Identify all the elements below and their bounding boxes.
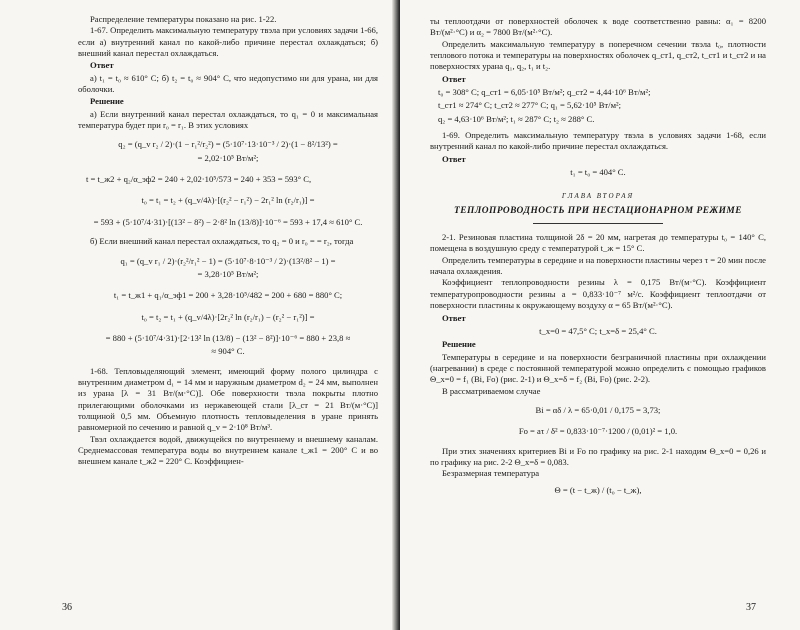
answer-1-69: t₁ = t₀ = 404° С. <box>570 167 626 178</box>
equation-t1: t₁ = t_ж1 + q₁/α_эф1 = 200 + 3,28·10⁵/482 = 200 + 680 = 880° С; <box>113 290 343 301</box>
left-page-content <box>78 14 378 468</box>
equation-theta: Θ = (t − t_ж) / (t₀ − t_ж), <box>554 484 642 495</box>
equation-q1: q₁ = (q_v r₁ / 2)·(r₂²/r₁² − 1) = (5·10⁷·8·10⁻³ / 2)·(13²/8² − 1) = <box>120 255 336 266</box>
solution-a-text: а) Если внутренний канал перестал охлаждаться, то q₁ = 0 и максимальная температура будет при r₀ = r₁. В этих условиях <box>78 108 378 131</box>
solution-2-1-dimless: Безразмерная температура <box>442 468 540 479</box>
solution-b-text: б) Если внешний канал перестал охлаждаться, то q₂ = 0 и r₀ = = r₂, тогда <box>90 236 354 247</box>
solution-2-1-graph: При этих значениях критериев Bi и Fo по графику на рис. 2-1 находим Θ_x=0 = 0,26 и по графику на рис. 2-2 Θ_x=δ = 0,083. <box>430 445 766 467</box>
equation-q2: q₂ = (q_v r₂ / 2)·(1 − r₁²/r₂²) = (5·10⁷·13·10⁻³ / 2)·(1 − 8²/13²) = <box>118 139 338 150</box>
chapter-label: ГЛАВА ВТОРАЯ <box>561 192 635 201</box>
equation-q1-result: = 3,28·10⁵ Вт/м²; <box>197 268 259 279</box>
answer-1-68-line2: t_ст1 ≈ 274° С; t_ст2 ≈ 277° С; q₁ = 5,62·10⁵ Вт/м²; <box>438 100 621 111</box>
answer-2-1: t_x=0 = 47,5° С; t_x=δ = 25,4° С. <box>539 325 657 336</box>
answer-1-68-line1: t₀ = 308° С; q_ст1 = 6,05·10⁵ Вт/м²; q_ст2 = 4,44·10⁶ Вт/м²; <box>438 87 651 98</box>
page-number-left: 36 <box>62 601 72 613</box>
problem-1-68-cont: Твэл охлаждается водой, движущейся по внутреннему и внешнему каналам. Среднемассовая температура воды во внутреннем канале t_ж1 = 200° С и во внешнем канале t_ж2 = 220° С. Коэффициен- <box>78 433 378 467</box>
right-page <box>400 0 800 630</box>
equation-t0-b: t₀ = t₂ = t₁ + (q_v/4λ)·[2r₂² ln (r₂/r₁) − (r₂² − r₁²)] = <box>141 311 315 322</box>
chapter-title: ТЕПЛОПРОВОДНОСТЬ ПРИ НЕСТАЦИОНАРНОМ РЕЖИМЕ <box>454 205 742 216</box>
answer-1-67: а) t₁ = t₀ ≈ 610° С; б) t₂ = t₀ ≈ 904° С, что недопустимо ни для урана, ни для оболочки. <box>78 72 378 95</box>
page-number-right: 37 <box>746 601 756 613</box>
problem-1-68-continued: ты теплоотдачи от поверхностей оболочек к воде соответственно равны: α₁ = 8200 Вт/(м²·°С) и α₂ = 7800 Вт/(м²·°С). <box>430 16 766 38</box>
solution-heading-2-1: Решение <box>442 339 476 350</box>
right-page-content <box>430 16 766 498</box>
left-page <box>0 0 398 630</box>
problem-2-1: 2-1. Резиновая пластина толщиной 2δ = 20 мм, нагретая до температуры t₀ = 140° С, помещена в воздушную среду с температурой t_ж = 15° С. <box>430 232 766 254</box>
solution-2-1-case: В рассматриваемом случае <box>442 385 541 396</box>
problem-1-69: 1-69. Определить максимальную температуру твэла в условиях задачи 1-68, если внутренний канал по какой-либо причине перестал охлаждаться. <box>430 130 766 152</box>
chapter-rule <box>533 223 663 224</box>
equation-t: t = t_ж2 + q₂/α_эф2 = 240 + 2,02·10⁵/573 = 240 + 353 = 593° С, <box>86 174 312 185</box>
answer-heading-2-1: Ответ <box>442 312 466 323</box>
equation-bi: Bi = αδ / λ = 65·0,01 / 0,175 = 3,73; <box>535 404 661 415</box>
answer-heading-1-69: Ответ <box>442 153 466 164</box>
solution-heading: Решение <box>90 96 124 107</box>
answer-heading: Ответ <box>90 60 114 71</box>
equation-t0-a: t₀ = t₁ = t₂ + (q_v/4λ)·[(r₂² − r₁²) − 2r₁² ln (r₂/r₁)] = <box>141 195 315 206</box>
equation-t0-a-result: = 593 + (5·10⁷/4·31)·[(13² − 8²) − 2·8² ln (13/8)]·10⁻⁶ = 593 + 17,4 ≈ 610° С. <box>93 216 363 227</box>
solution-2-1-text: Температуры в середине и на поверхности безграничной пластины при охлаждении (нагревании) в среде с постоянной температурой можно определить с помощью графиков Θ_x=0 = f₁ (Bi, Fo) (рис. 2-1) и Θ_x=δ = f₂ (Bi, Fo) (рис. 2-2). <box>430 351 766 385</box>
problem-2-1-coefficients: Коэффициент теплопроводности резины λ = 0,175 Вт/(м·°С). Коэффициент температуропроводности резины a = 0,833·10⁻⁷ м²/с. Коэффициент теплоотдачи от поверхности пластины к окружающему воздуху α = 65 Вт/(м²·°С). <box>430 277 766 311</box>
problem-1-68: 1-68. Тепловыделяющий элемент, имеющий форму полого цилиндра с внутренним диаметром d₁ = 14 мм и наружным диаметром d₂ = 24 мм, выполнен из урана [λ = 31 Вт/(м·°С)]. Обе поверхности твэла покрыты плотно прилегающими оболочками из нержавеющей стали [λ_ст = 21 Вт/(м·°С)] толщиной 0,5 мм. Объемную плотность тепловыделения в уране принять равномерной по сечению и равной q_v = 2·10⁸ Вт/м³. <box>78 365 378 433</box>
problem-1-67: 1-67. Определить максимальную температуру твэла при условиях задачи 1-66, если а) внутренний канал по какой-либо причине перестал охлаждаться; б) внешний канал перестал охлаждаться. <box>78 25 378 59</box>
problem-1-68-task: Определить максимальную температуру в поперечном сечении твэла t₀, плотности теплового потока и температуры на поверхностях оболочек q_ст1, q_ст2, t_ст1 и t_ст2 и на поверхностях урана q₁, q₂, t₁ и t₂. <box>430 38 766 72</box>
intro-line: Распределение температуры показано на рис. 1-22. <box>90 14 277 24</box>
equation-t0-b-final: ≈ 904° С. <box>211 346 245 357</box>
answer-1-68-line3: q₂ = 4,63·10⁶ Вт/м²; t₁ ≈ 287° С; t₂ ≈ 288° С. <box>438 113 595 124</box>
equation-q2-result: = 2,02·10⁵ Вт/м²; <box>197 152 259 163</box>
equation-t0-b-result: = 880 + (5·10⁷/4·31)·[2·13² ln (13/8) − (13² − 8²)]·10⁻⁶ = 880 + 23,8 ≈ <box>105 332 351 343</box>
answer-heading-1-68: Ответ <box>442 73 466 84</box>
equation-fo: Fo = aτ / δ² = 0,833·10⁻⁷·1200 / (0,01)² = 1,0. <box>518 426 678 437</box>
problem-2-1-task: Определить температуры в середине и на поверхности пластины через τ = 20 мин после начала охлаждения. <box>430 254 766 277</box>
